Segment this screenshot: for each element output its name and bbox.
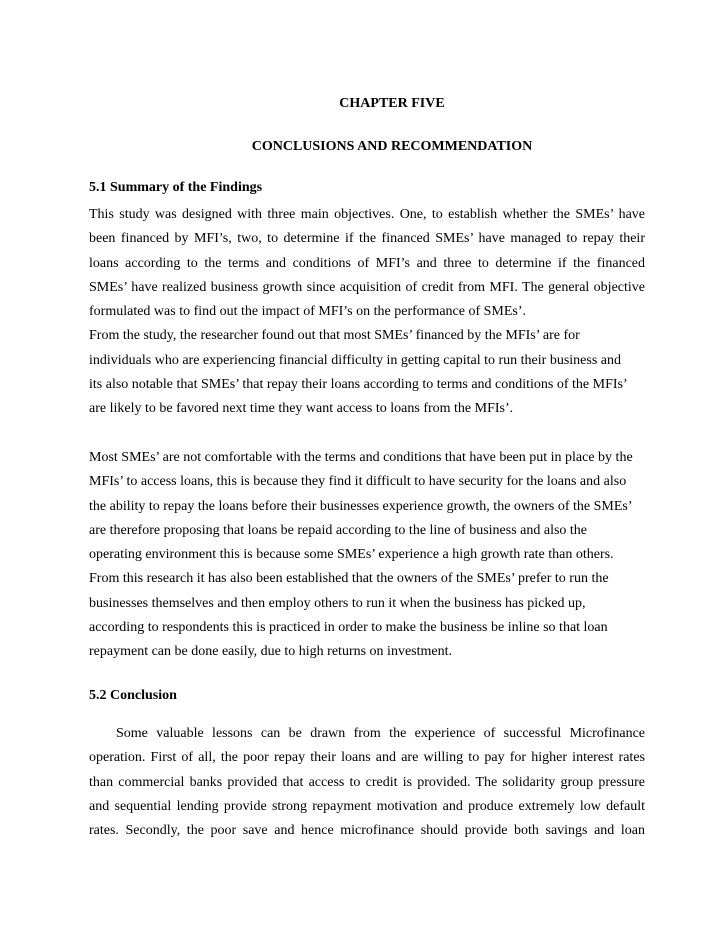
paragraph-line: loans according to the terms and conditions of MFI’s and three to determine if the financed bbox=[89, 255, 645, 271]
paragraph-summary-terms bbox=[89, 446, 645, 665]
paragraph-line: MFIs’ to access loans, this is because they find it difficult to have security for the loans and also bbox=[89, 474, 627, 490]
section-heading-conclusion: 5.2 Conclusion bbox=[89, 688, 177, 703]
paragraph-line: operation. First of all, the poor repay their loans and are willing to pay for higher interest rates bbox=[89, 750, 645, 766]
chapter-label: CHAPTER FIVE bbox=[339, 96, 445, 111]
paragraph-line: than commercial banks provided that access to credit is provided. The solidarity group pressure bbox=[89, 774, 645, 790]
paragraph-line: From this research it has also been established that the owners of the SMEs’ prefer to run the bbox=[89, 571, 609, 587]
paragraph-line: From the study, the researcher found out that most SMEs’ financed by the MFIs’ are for bbox=[89, 328, 580, 344]
paragraph-line: the ability to repay the loans before their businesses experience growth, the owners of the SMEs’ bbox=[89, 498, 633, 514]
paragraph-line: its also notable that SMEs’ that repay their loans according to terms and conditions of the MFIs’ bbox=[89, 377, 628, 393]
chapter-title: CONCLUSIONS AND RECOMMENDATION bbox=[251, 139, 533, 154]
paragraph-line: formulated was to find out the impact of MFI’s on the performance of SMEs’. bbox=[89, 304, 527, 320]
paragraph-conclusion bbox=[89, 722, 645, 843]
paragraph-line: individuals who are experiencing financial difficulty in getting capital to run their business and bbox=[89, 352, 621, 368]
paragraph-line: Some valuable lessons can be drawn from the experience of successful Microfinance bbox=[116, 726, 645, 741]
section-heading-summary: 5.1 Summary of the Findings bbox=[89, 180, 263, 195]
paragraph-line: repayment can be done easily, due to high returns on investment. bbox=[89, 644, 452, 660]
paragraph-line: are likely to be favored next time they want access to loans from the MFIs’. bbox=[89, 401, 514, 417]
paragraph-line: been financed by MFI’s, two, to determine if the financed SMEs’ have managed to repay their bbox=[89, 231, 645, 247]
paragraph-line: are therefore proposing that loans be repaid according to the line of business and also the bbox=[89, 522, 588, 538]
paragraph-line: rates. Secondly, the poor save and hence microfinance should provide both savings and loan bbox=[89, 823, 645, 839]
paragraph-summary-objectives bbox=[89, 203, 645, 422]
paragraph-line: SMEs’ have realized business growth since acquisition of credit from MFI. The general objective bbox=[89, 279, 645, 295]
paragraph-line: Most SMEs’ are not comfortable with the terms and conditions that have been put in place by the bbox=[89, 450, 633, 465]
paragraph-line: operating environment this is because some SMEs’ experience a high growth rate than others. bbox=[89, 547, 614, 563]
paragraph-line: according to respondents this is practiced in order to make the business be inline so that loan bbox=[89, 620, 608, 636]
paragraph-line: and sequential lending provide strong repayment motivation and produce extremely low default bbox=[89, 798, 645, 814]
paragraph-line: This study was designed with three main objectives. One, to establish whether the SMEs’ have bbox=[89, 207, 645, 222]
paragraph-line: businesses themselves and then employ others to run it when the business has picked up, bbox=[89, 595, 586, 611]
